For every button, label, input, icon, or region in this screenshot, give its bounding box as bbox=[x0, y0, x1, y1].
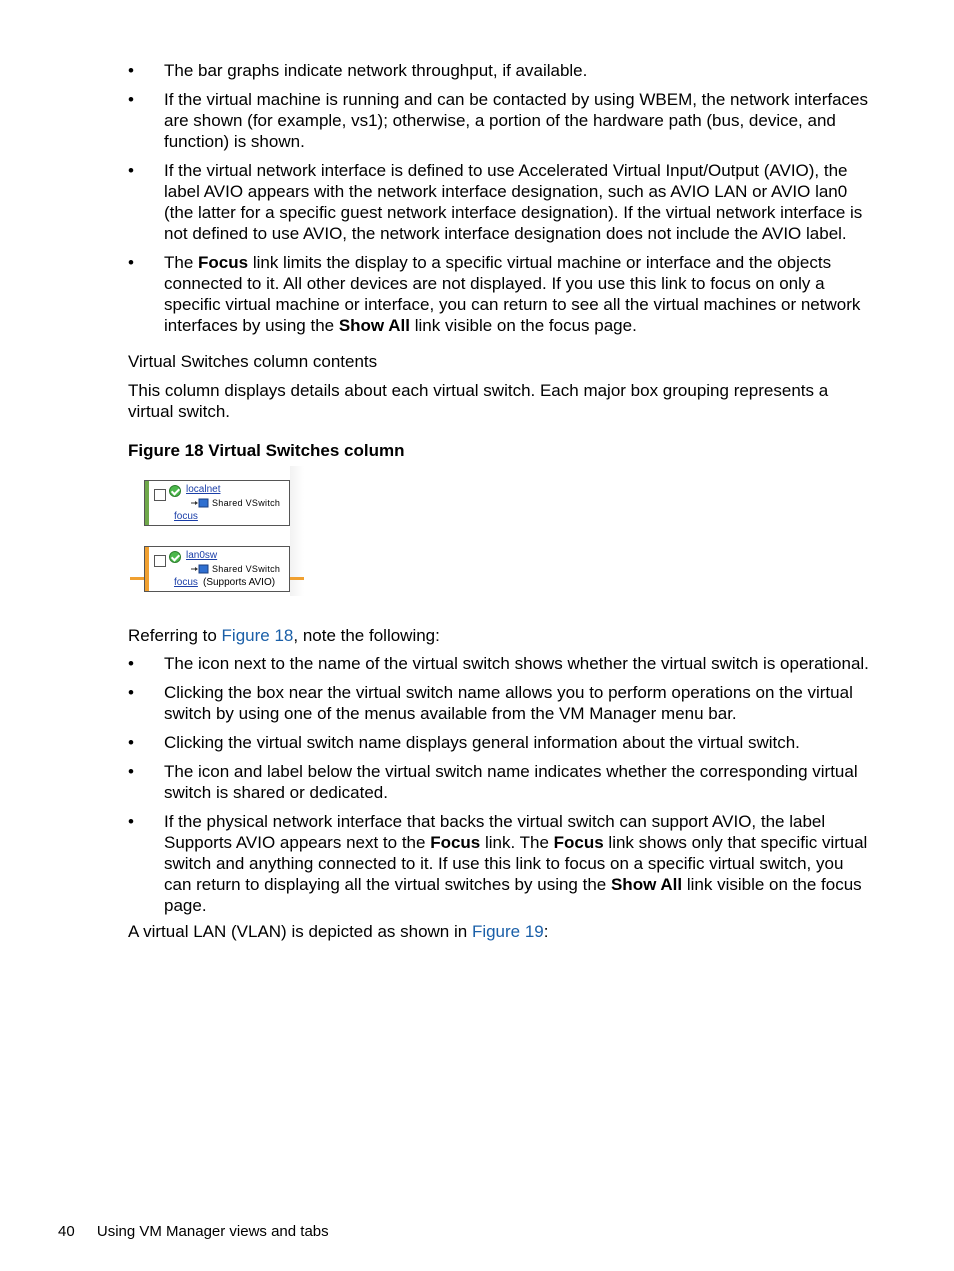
shared-vswitch-icon bbox=[191, 498, 209, 508]
list-item: • If the virtual network interface is defined to use Accelerated Virtual Input/Output (AVIO), the label AVIO appears with the network interface designation, such as AVIO LAN or AVIO lan0 (the latter for a specific guest network interface designation). If the virtual network interface is not defined to use AVIO, the network interface designation does not include the AVIO label. bbox=[128, 160, 870, 244]
list-item: • If the physical network interface that backs the virtual switch can support AVIO, the label Supports AVIO appears next to the Focus link. The Focus link shows only that specific virtual switch and anything connected to it. If use this link to focus on a specific virtual switch, you can return to displaying all the virtual switches by using the Show All link visible on the focus page. bbox=[128, 811, 870, 916]
operational-status-icon bbox=[169, 485, 181, 497]
bold-term: Focus bbox=[553, 833, 604, 852]
referring-line bbox=[128, 625, 440, 646]
focus-link[interactable]: focus bbox=[174, 577, 198, 588]
connector-line bbox=[288, 577, 304, 580]
bullet-list-bottom bbox=[128, 653, 870, 924]
page-footer bbox=[58, 1221, 329, 1242]
list-item: • Clicking the virtual switch name displays general information about the virtual switch. bbox=[128, 732, 870, 753]
vswitch-status-bar bbox=[145, 547, 149, 591]
list-item: • If the virtual machine is running and can be contacted by using WBEM, the network interfaces are shown (for example, vs1); otherwise, a portion of the hardware path (bus, device, and function) is shown. bbox=[128, 89, 870, 152]
vswitch-select-checkbox[interactable] bbox=[154, 555, 166, 567]
figure-caption: Figure 18 Virtual Switches column bbox=[128, 441, 405, 460]
vswitch-type-label: Shared VSwitch bbox=[212, 498, 281, 508]
vswitch-box bbox=[144, 480, 290, 526]
referring-text-end: , note the following: bbox=[293, 626, 440, 645]
list-item: • Clicking the box near the virtual switch name allows you to perform operations on the virtual switch by using one of the menus available from the VM Manager menu bar. bbox=[128, 682, 870, 724]
vlan-text-end: : bbox=[543, 922, 549, 941]
list-item: • The Focus link limits the display to a specific virtual machine or interface and the objects connected to it. All other devices are not displayed. If you use this link to focus on only a specific virtual machine or interface, you can return to see all the virtual machines or network interfaces by using the Show All link visible on the focus page. bbox=[128, 252, 870, 336]
footer-title: Using VM Manager views and tabs bbox=[96, 1223, 329, 1240]
vswitch-name-link[interactable]: lan0sw bbox=[186, 550, 218, 561]
figure-19-link[interactable]: Figure 19 bbox=[471, 922, 544, 941]
vswitch-type-label: Shared VSwitch bbox=[212, 564, 281, 574]
operational-status-icon bbox=[169, 551, 181, 563]
list-item: • The icon and label below the virtual switch name indicates whether the corresponding virtual switch is shared or dedicated. bbox=[128, 761, 870, 803]
bullet-list-top bbox=[128, 60, 870, 344]
section-heading: Virtual Switches column contents bbox=[128, 352, 378, 371]
vlan-line bbox=[128, 921, 549, 942]
shared-vswitch-icon bbox=[191, 564, 209, 574]
vswitch-name-link[interactable]: localnet bbox=[186, 484, 221, 495]
list-item: • The bar graphs indicate network throughput, if available. bbox=[128, 60, 870, 81]
virtual-switches-figure bbox=[128, 466, 308, 596]
bold-term: Focus bbox=[198, 253, 249, 272]
vswitch-status-bar bbox=[145, 481, 149, 525]
focus-link[interactable]: focus bbox=[174, 511, 198, 522]
vlan-text: A virtual LAN (VLAN) is depicted as shown in bbox=[128, 922, 472, 941]
bold-term: Show All bbox=[610, 875, 683, 894]
vswitch-select-checkbox[interactable] bbox=[154, 489, 166, 501]
section-intro: This column displays details about each virtual switch. Each major box grouping represents a virtual switch. bbox=[128, 381, 829, 421]
figure-18-link[interactable]: Figure 18 bbox=[221, 626, 294, 645]
referring-text: Referring to bbox=[128, 626, 222, 645]
vswitch-box bbox=[144, 546, 290, 592]
list-item: • The icon next to the name of the virtual switch shows whether the virtual switch is operational. bbox=[128, 653, 870, 674]
supports-avio-label: (Supports AVIO) bbox=[203, 577, 276, 588]
page-number: 40 bbox=[58, 1223, 75, 1240]
bold-term: Focus bbox=[430, 833, 481, 852]
bold-term: Show All bbox=[338, 316, 410, 335]
